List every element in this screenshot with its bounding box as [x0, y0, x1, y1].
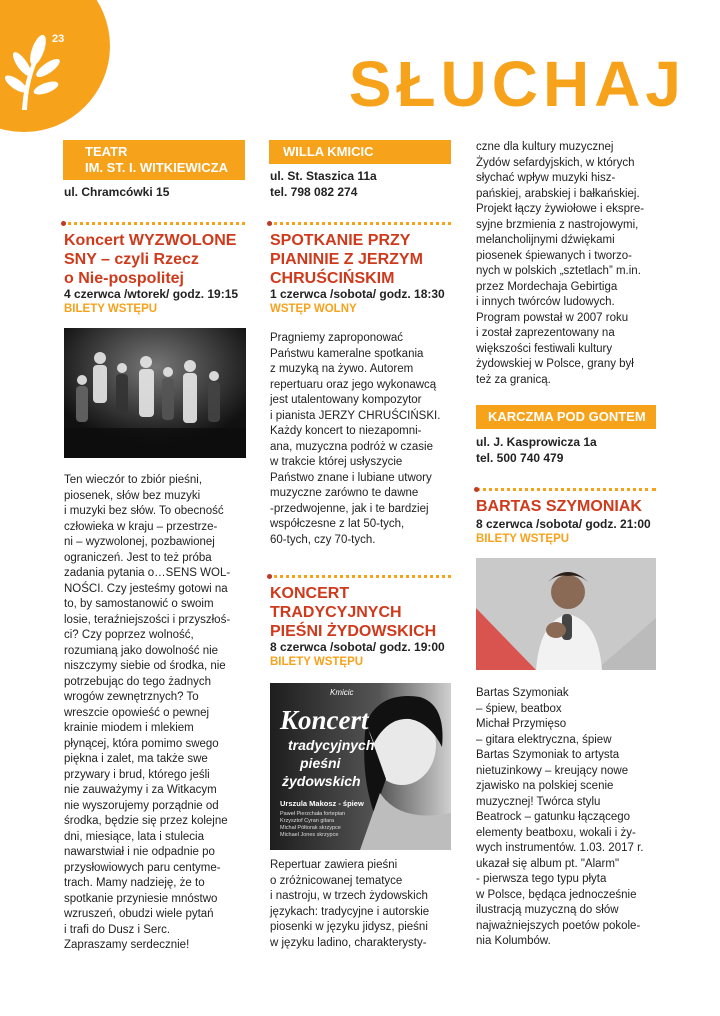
- wheat-icon: [0, 0, 110, 132]
- event-date: 1 czerwca /sobota/ godz. 18:30: [270, 287, 445, 301]
- theatre-photo: [64, 328, 246, 458]
- event-date: 8 czerwca /sobota/ godz. 21:00: [476, 517, 651, 531]
- poster-title-1: Koncert: [280, 705, 369, 735]
- event-date: 8 czerwca /sobota/ godz. 19:00: [270, 640, 445, 654]
- divider: [476, 488, 656, 491]
- venue-address: ul. St. Staszica 11a: [270, 169, 377, 183]
- event-description-continued: czne dla kultury muzycznej Żydów sefardyjskich, w których słychać wpływ muzyki hisz- pańskiej, arabskiej i bałkańskiej. Projekt łączy żywiołowe i ekspre- syjne brzmienia z nastrojowymi, melancholijnymi dźwiękami piosenek śpiewanych i tworzo- nych w polskich „sztetlach” m.in. przez Mordechaja Gebirtiga i innych twórców ludowych. Program powstał w 2007 roku i został zaprezentowany na większości festiwali kultury żydowskiej w Polsce, grany był też za granicą.: [476, 141, 645, 386]
- venue-address: ul. Chramcówki 15: [64, 185, 170, 199]
- poster-title-2: tradycyjnych: [288, 737, 375, 753]
- event-title: KONCERT TRADYCYJNYCH PIEŚNI ŻYDOWSKICH: [270, 585, 437, 640]
- divider: [269, 222, 451, 225]
- event-title: BARTAS SZYMONIAK: [476, 498, 642, 515]
- venue-name-line1: TEATR: [85, 144, 128, 159]
- page-number: 23: [52, 33, 65, 45]
- ticket-info: BILETY WSTĘPU: [64, 303, 158, 315]
- divider: [63, 222, 245, 225]
- poster-title-3: pieśni: [300, 755, 341, 771]
- event-description: Ten wieczór to zbiór pieśni, piosenek, słów bez muzyki i muzyki bez słów. To obecność człowieka w kraju – przestrze- ni – wyzwolonej, pozbawionej ograniczeń. Jest to też próba zadania pytania o…SENS WOL- NOŚCI. Czy jesteśmy gotowi na to, by samostanowić o swoim losie, teraźniejszości i przyszłoś- ci? Czy poprzez wolność, rozumianą jako dowolność nie niszczymy siebie od środka, nie potrzebując do tego żadnych wrogów zewnętrznych? To wreszcie opowieść o pewnej krainie miodem i mlekiem płynącej, która pomimo swego piękna i zalet, ma także swe przywary i brud, którego jeśli nie zauważymy i za Witkacym nie wyszorujemy porządnie od środka, będzie się przez kolejne dni, miesiące, lata i stulecia nawarstwiał i nie odpadnie po przysłowiowych paru centyme- trach. Mamy nadzieję, że to spotkanie przyniesie mnóstwo wzruszeń, obudzi wiele pytań i trafi do Dusz i Serc. Zapraszamy serdecznie!: [64, 474, 231, 951]
- photo-image: [64, 328, 246, 458]
- ticket-info: WSTĘP WOLNY: [270, 303, 357, 315]
- event-description: Repertuar zawiera pieśni o zróżnicowanej tematyce i nastroju, w trzech żydowskich językach: tradycyjne i autorskie piosenki w języku jidysz, pieśni w języku ladino, charakterysty-: [270, 859, 430, 949]
- ticket-info: BILETY WSTĘPU: [270, 656, 364, 668]
- ticket-info: BILETY WSTĘPU: [476, 533, 570, 545]
- concert-poster: [270, 683, 451, 850]
- event-description: Pragniemy zaproponować Państwu kameralne spotkania z muzyką na żywo. Autorem repertuaru oraz jego wykonawcą jest utalentowany kompozytor i pianista JERZY CHRUŚCIŃSKI. Każdy koncert to niezapomni- ana, muzyczna podróż w czasie w trakcie której usłyszycie Państwo znane i lubiane utwory muzyczne zarówno te dawne -przedwojenne, jak i te bardziej współczesne z lat 50-tych, 60-tych, czy 70-tych.: [270, 332, 441, 546]
- poster-credits: Paweł Pierzchała fortepian Krzysztof Cyran gitara Michał Półtorak skrzypce Michael Jones skrzypce: [280, 811, 346, 838]
- venue-phone: tel. 798 082 274: [270, 185, 358, 199]
- venue-tag-karczma: [476, 405, 656, 429]
- artist-photo-image: [476, 558, 656, 670]
- venue-address: ul. J. Kasprowicza 1a: [476, 435, 597, 449]
- venue-tag-willa: [269, 140, 451, 164]
- venue-tag-teatr: [63, 140, 245, 180]
- poster-kmicic-logo: Kmicic: [330, 688, 354, 697]
- section-title: SŁUCHAJ: [348, 48, 686, 120]
- event-date: 4 czerwca /wtorek/ godz. 19:15: [64, 287, 239, 301]
- divider: [269, 575, 451, 578]
- poster-performer: Urszula Makosz - śpiew: [280, 799, 364, 808]
- event-description: Bartas Szymoniak – śpiew, beatbox Michał Przymięso – gitara elektryczna, śpiew Bartas Szymoniak to artysta nietuzinkowy – kreujący nowe zjawisko na polskiej scenie muzycznej! Twórca stylu Beatrock – gatunku łączącego elementy beatboxu, wokali i ży- wych instrumentów. 1.03. 2017 r. ukazał się album pt. "Alarm" - pierwsza tego typu płyta w Polsce, będąca jednocześnie ilustracją muzyczną do słów najważniejszych poetów pokole- nia Kolumbów.: [476, 687, 644, 947]
- venue-phone: tel. 500 740 479: [476, 451, 564, 465]
- event-title: SPOTKANIE PRZY PIANINIE Z JERZYM CHRUŚCIŃSKIM: [270, 232, 423, 287]
- artist-photo: [476, 558, 656, 670]
- wheat-logo: [0, 0, 110, 132]
- venue-name-line2: IM. ST. I. WITKIEWICZA: [85, 160, 228, 175]
- poster-title-4: żydowskich: [282, 773, 361, 789]
- venue-name: WILLA KMICIC: [283, 144, 374, 159]
- venue-name: KARCZMA POD GONTEM: [488, 409, 646, 424]
- event-title: Koncert WYZWOLONE SNY – czyli Rzecz o Nie-pospolitej: [64, 232, 237, 287]
